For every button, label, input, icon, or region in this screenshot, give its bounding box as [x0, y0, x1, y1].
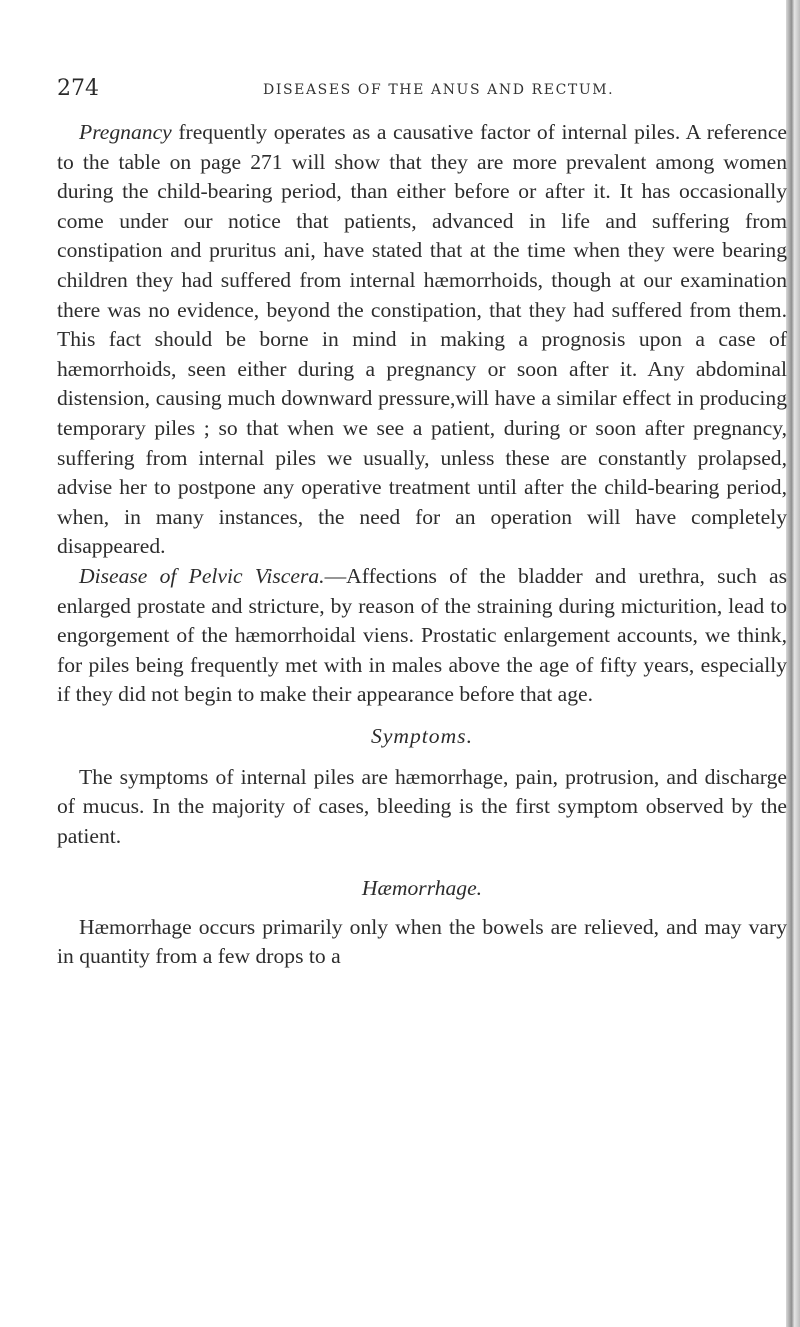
page-number: 274: [57, 76, 99, 101]
page-edge: [786, 0, 800, 1327]
page-header: [57, 76, 757, 106]
paragraph-lead: Disease of Pelvic Viscera.: [79, 563, 325, 588]
section-heading-haemorrhage: Hæmorrhage.: [361, 875, 483, 900]
paragraph-text: frequently operates as a causative factor of internal piles. A reference to the table on page 271 will show that they are more prevalent among women during the child-bearing period, than either before or after it. It has occasionally come under our notice that patients, advanced in life and suffering from constipation and pruritus ani, have stated that at the time when they were bearing children they had suffered from internal hæmorrhoids, though at our examination there was no evidence, beyond the constipation, that they had suffered from them. This fact should be borne in mind in making a prognosis upon a case of hæmorrhoids, seen either during a pregnancy or soon after it. Any abdominal distension, causing much downward pressure,will have a similar effect in producing temporary piles ; so that when we see a patient, during or soon after pregnancy, suffering from internal piles we usually, unless these are constantly prolapsed, advise her to postpone any operative treatment until after the child-bearing period, when, in many instances, the need for an operation will have completely disappeared.: [57, 120, 787, 559]
paragraph-haemorrhage: [57, 913, 787, 972]
paragraph-symptoms: [57, 763, 787, 852]
paragraph-pelvic: [57, 562, 787, 710]
body-text: [57, 118, 787, 972]
paragraph-text: The symptoms of internal piles are hæmorrhage, pain, protrusion, and discharge of mucus. In the majority of cases, bleeding is the first symptom observed by the patient.: [57, 764, 787, 849]
section-heading-symptoms: Symptoms.: [371, 723, 473, 748]
paragraph-pregnancy: [57, 118, 787, 562]
running-head: DISEASES OF THE ANUS AND RECTUM.: [263, 82, 615, 98]
paragraph-text: Hæmorrhage occurs primarily only when the bowels are relieved, and may vary in quantity from a few drops to a: [57, 914, 787, 969]
paragraph-lead: Pregnancy: [79, 120, 172, 144]
paragraph-text: —Affections of the bladder and urethra, such as enlarged prostate and stricture, by reason of the straining during micturition, lead to engorgement of the hæmorrhoidal viens. Prostatic enlargement accounts, we think, for piles being frequently met with in males above the age of fifty years, especially if they did not begin to make their appearance before that age.: [57, 563, 787, 707]
